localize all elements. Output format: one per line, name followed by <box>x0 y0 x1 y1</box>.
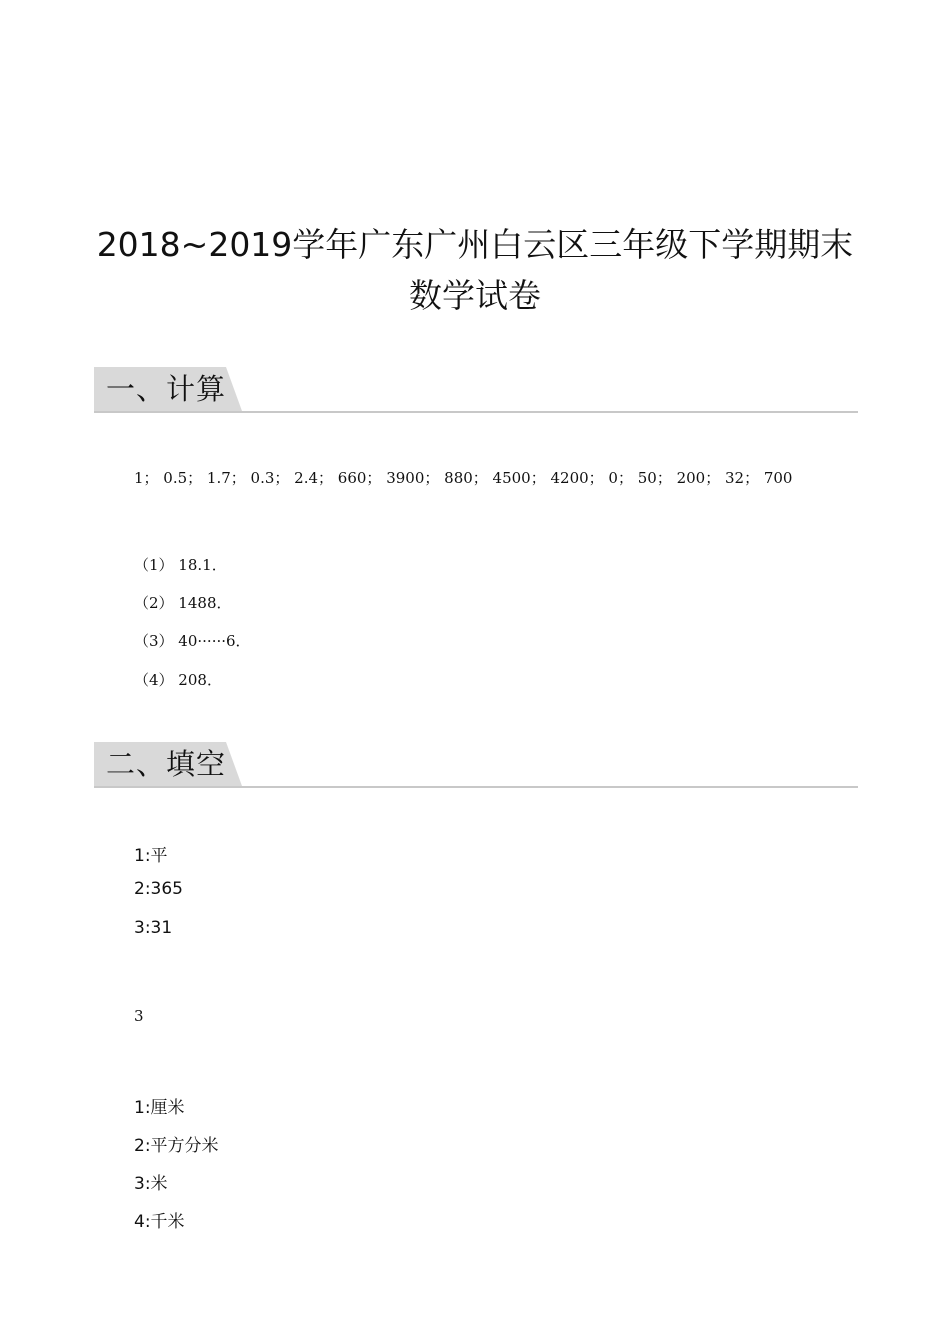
section-header-calculation <box>94 367 858 411</box>
list-item: 3:米 <box>134 1174 168 1194</box>
list-item: （2） 1488． <box>134 594 232 612</box>
section-divider <box>94 411 858 413</box>
list-item: （1） 18.1． <box>134 556 227 574</box>
section-header-fill-in <box>94 742 858 786</box>
section-heading: 一、计算 <box>106 372 227 406</box>
list-item: （3） 40······6． <box>134 632 251 650</box>
list-item: 1:厘米 <box>134 1098 185 1118</box>
list-item: 1:平 <box>134 846 168 866</box>
list-item: 4:千米 <box>134 1212 185 1232</box>
document-title-line-1: 2018~2019学年广东广州白云区三年级下学期期末 <box>96 225 854 264</box>
oral-calculation-answers: 1； 0.5； 1.7； 0.3； 2.4； 660； 3900； 880； 4500； 4200； 0； 50； 200； 32； 700 <box>134 469 793 487</box>
section-divider <box>94 786 858 788</box>
list-item: 2:365 <box>134 879 183 899</box>
document-title-line-2: 数学试卷 <box>409 276 541 315</box>
list-item: 2:平方分米 <box>134 1136 219 1156</box>
list-item: （4） 208． <box>134 671 222 689</box>
single-answer: 3 <box>134 1007 144 1025</box>
list-item: 3:31 <box>134 918 173 938</box>
section-heading: 二、填空 <box>106 747 227 781</box>
